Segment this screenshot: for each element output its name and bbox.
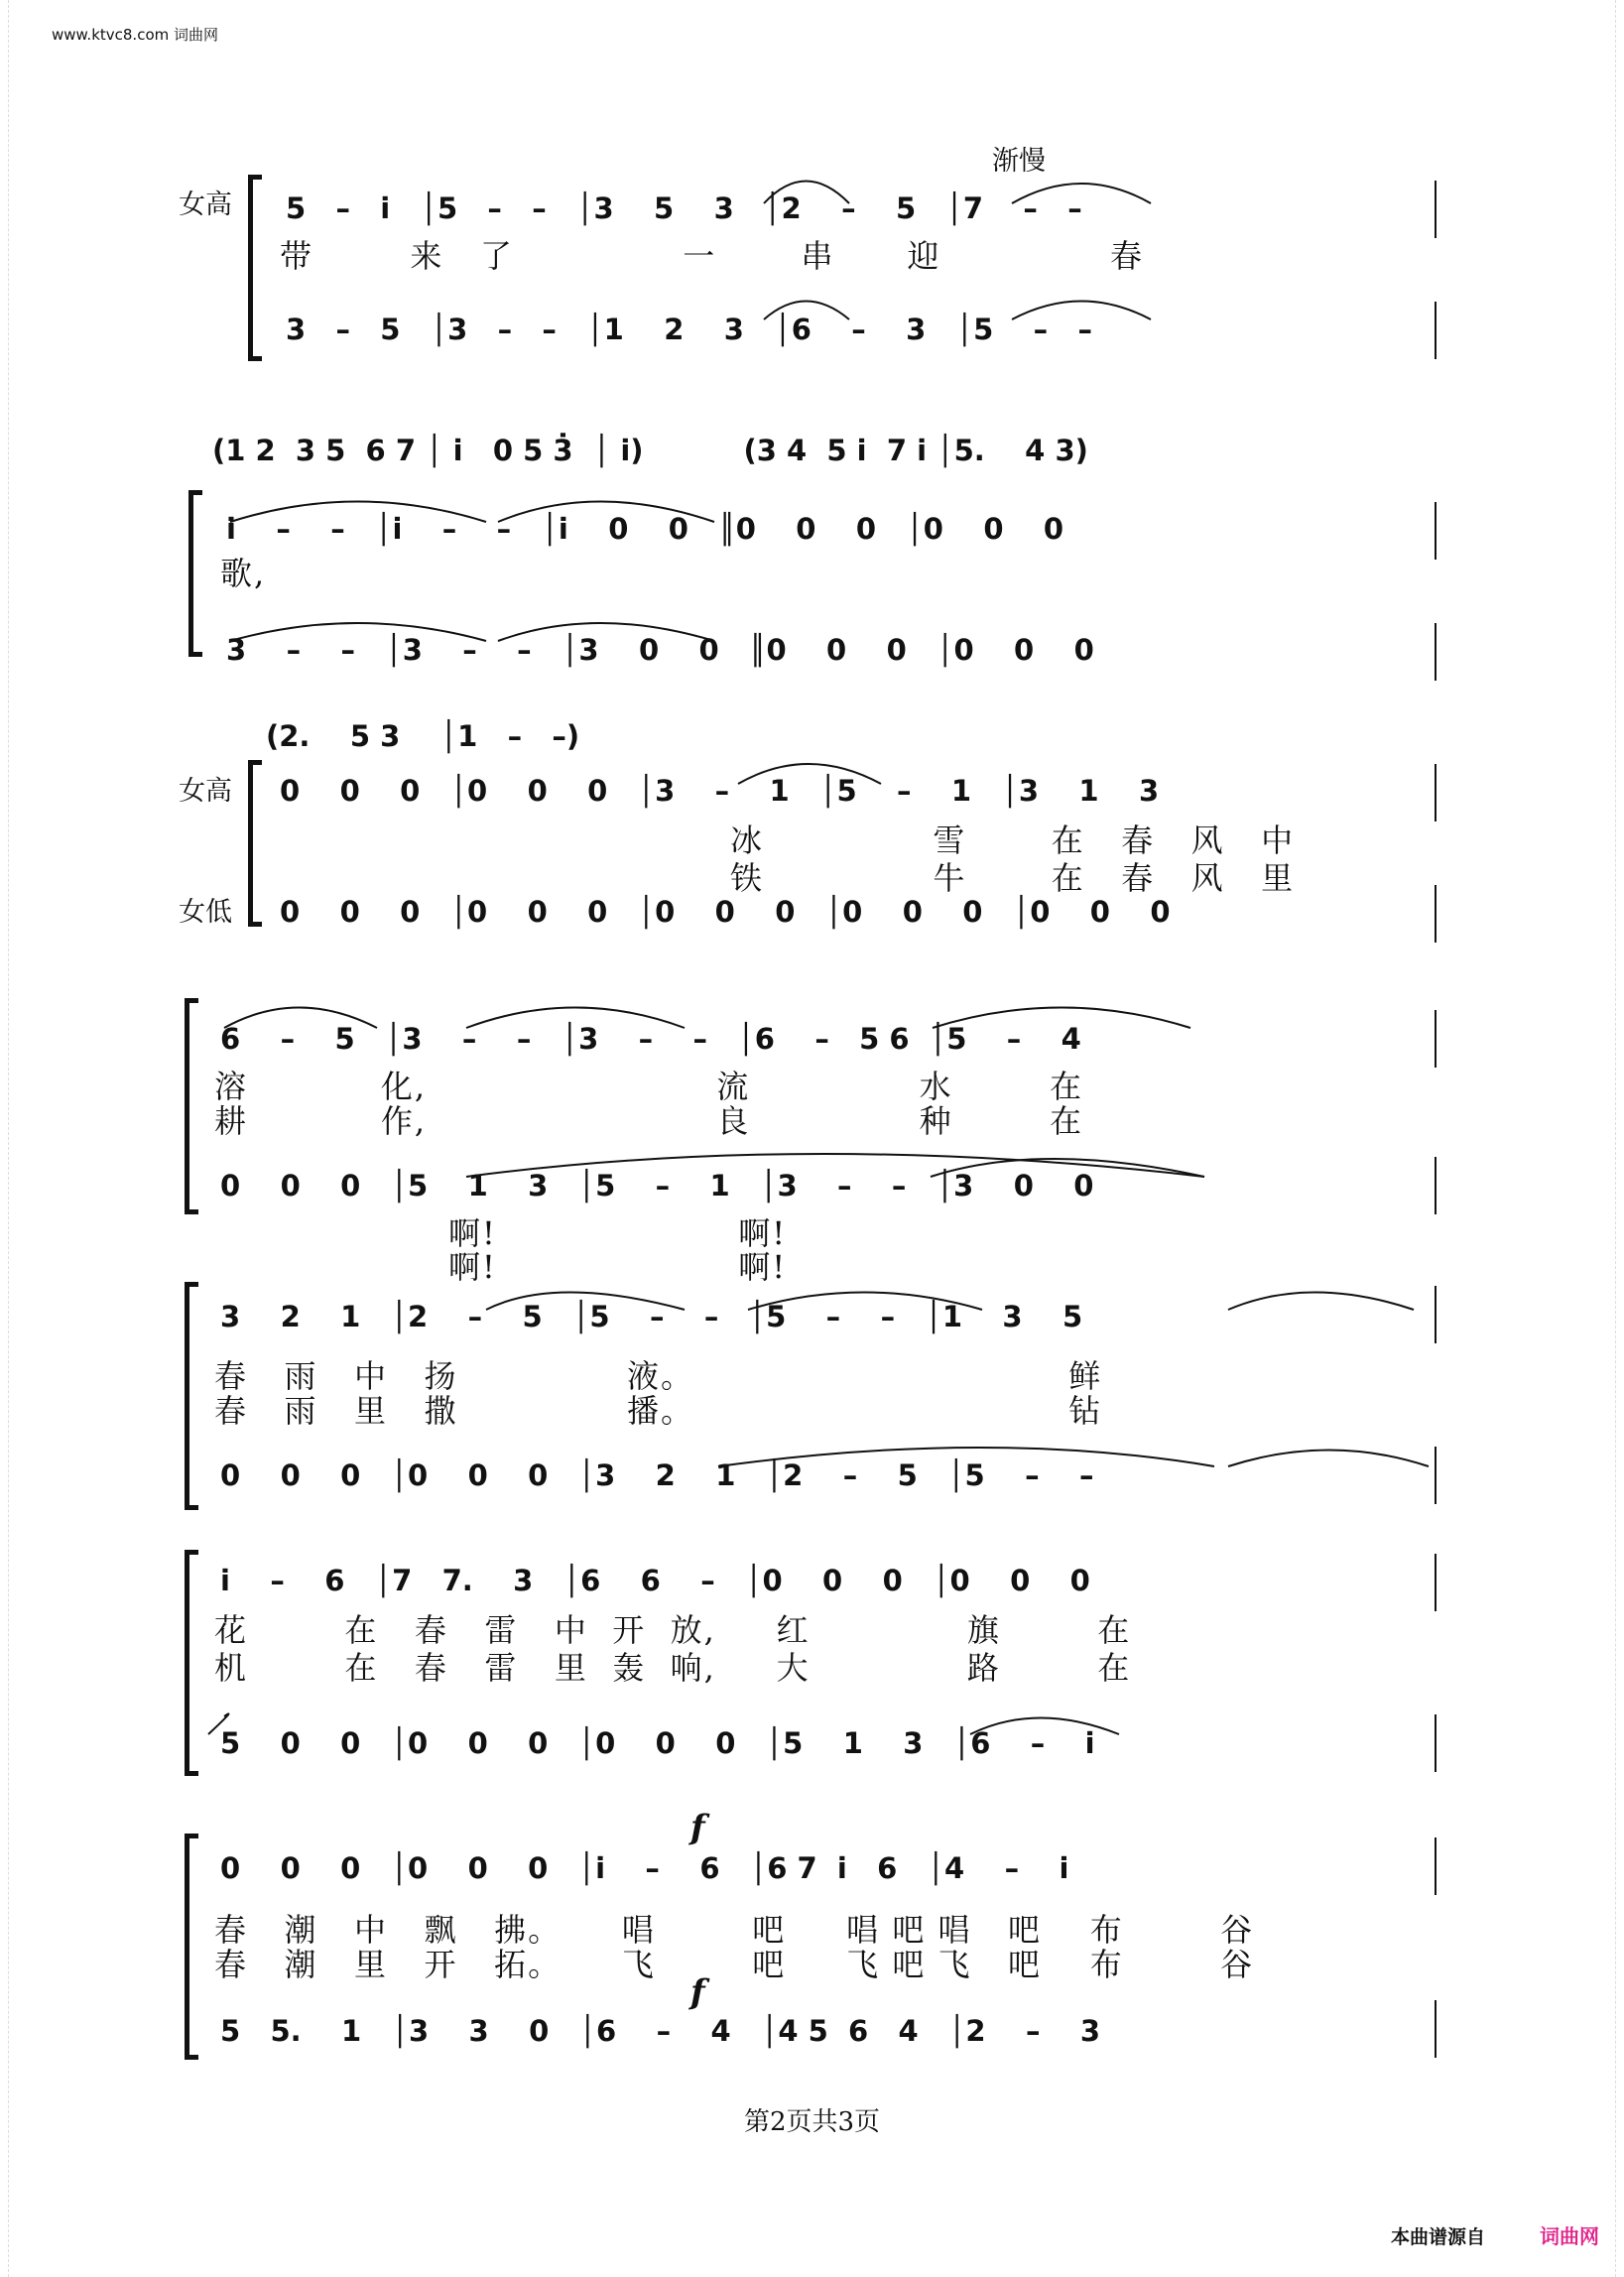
soprano-notes-7: 0 0 0 │0 0 0 │i̇ – 6 │6 7 i̇ 6 │4 – i̇	[220, 1851, 1069, 1885]
soprano-lyrics-3a: 冰 雪 在 春 风 中	[730, 822, 1296, 859]
end-barline	[1435, 623, 1437, 681]
soprano-notes-3: 0 0 0 │0 0 0 │3 – 1 │5 – 1 │3 1 3	[280, 774, 1160, 808]
alto-notes-1: 3 – 5 │3 – – │1 2 3 │6 – 3 │5 – –	[286, 313, 1092, 346]
alto-notes-3: 0 0 0 │0 0 0 │0 0 0 │0 0 0 │0 0 0	[280, 895, 1171, 929]
end-barline	[1435, 1157, 1437, 1214]
alto-lyrics-4a: 啊! 啊!	[448, 1214, 788, 1252]
dynamic-forte-top: f	[690, 1808, 705, 1847]
end-barline	[1435, 885, 1437, 943]
soprano-lyrics-4b: 耕 作, 良 种 在	[214, 1102, 1083, 1140]
soprano-lyrics-2: 歌,	[220, 555, 267, 592]
soprano-notes-1: 5 – i̇ │5 – – │3 5 3 │2 – 5 │7 – –	[286, 191, 1082, 225]
soprano-lyrics-7b: 春 潮 里 开 拓。 飞 吧 飞 吧 飞 吧 布 谷	[214, 1946, 1255, 1983]
end-barline	[1435, 502, 1437, 560]
soprano-lyrics-6a: 花 在 春 雷 中 开 放, 红 旗 在	[214, 1611, 1132, 1649]
alto-notes-7: 5 5. 1 │3 3 0 │6 – 4 │4 5 6 4 │2 – 3	[220, 2014, 1101, 2048]
system-bracket-3	[248, 764, 253, 923]
end-barline	[1435, 1447, 1437, 1504]
end-barline	[1435, 1010, 1437, 1068]
end-barline	[1435, 2000, 1437, 2058]
alto-lyrics-4b: 啊! 啊!	[448, 1248, 788, 1286]
page-number: 第2页共3页	[743, 2107, 881, 2137]
dynamic-forte-bottom: f	[690, 1972, 705, 2012]
soprano-lyrics-5b: 春 雨 里 撒 播。 钻	[214, 1392, 1103, 1430]
intro-notes-2: (1 2 3 5 6 7 │ i̇ 0 5 3̇ │ i̇) (3 4 5 i̇ 7 i̇ │5. 4 3)	[212, 434, 1088, 467]
soprano-notes-6: i̇ – 6 │7 7. 3 │6 6 – │0 0 0 │0 0 0	[220, 1564, 1090, 1597]
end-barline	[1435, 1837, 1437, 1895]
intro-notes-3: (2. 5 3 │1 – –)	[266, 719, 580, 753]
soprano-notes-4: 6 – 5 │3 – – │3 – – │6 – 5 6 │5 – 4	[220, 1022, 1081, 1056]
left-margin-strip	[0, 0, 9, 2277]
end-barline	[1435, 1554, 1437, 1611]
end-barline	[1435, 1714, 1437, 1772]
end-barline	[1435, 302, 1437, 359]
end-barline	[1435, 181, 1437, 238]
system-bracket-6	[185, 1554, 189, 1772]
site-header[interactable]: www.ktvc8.com 词曲网	[52, 26, 219, 44]
system-bracket-4	[185, 1002, 189, 1210]
alto-notes-2: 3 – – │3 – – │3 0 0 ║0 0 0 │0 0 0	[226, 633, 1094, 667]
alto-notes-5: 0 0 0 │0 0 0 │3 2 1 │2 – 5 │5 – –	[220, 1458, 1094, 1492]
tempo-mark: 渐慢	[992, 146, 1046, 177]
right-margin-strip	[1615, 0, 1624, 2277]
system-bracket-2	[188, 494, 193, 653]
soprano-lyrics-3b: 铁 牛 在 春 风 里	[730, 859, 1296, 897]
voice-label-soprano-3: 女高	[179, 776, 232, 806]
alto-notes-4: 0 0 0 │5 1 3 │5 – 1 │3 – – │3 0 0	[220, 1169, 1094, 1202]
system-bracket-1	[248, 179, 253, 357]
brand-link[interactable]: 词曲网	[1540, 2224, 1599, 2248]
system-bracket-5	[185, 1286, 189, 1506]
slur	[1228, 1293, 1414, 1311]
soprano-lyrics-7a: 春 潮 中 飘 拂。 唱 吧 唱 吧 唱 吧 布 谷	[214, 1911, 1255, 1949]
soprano-notes-2: i̇ – – │i̇ – – │i̇ 0 0 ║0 0 0 │0 0 0	[226, 512, 1064, 546]
soprano-lyrics-1: 带 来 了 一 串 迎 春	[280, 237, 1144, 275]
end-barline	[1435, 764, 1437, 822]
voice-label-alto-3: 女低	[179, 897, 232, 927]
alto-notes-6: 5 0 0 │0 0 0 │0 0 0 │5 1 3 │6 – i̇	[220, 1726, 1095, 1760]
soprano-lyrics-5a: 春 雨 中 扬 液。 鲜	[214, 1357, 1103, 1395]
end-barline	[1435, 1286, 1437, 1343]
soprano-lyrics-6b: 机 在 春 雷 里 轰 响, 大 路 在	[214, 1649, 1132, 1687]
system-bracket-7	[185, 1837, 189, 2056]
slur	[1228, 1451, 1429, 1467]
soprano-lyrics-4a: 溶 化, 流 水 在	[214, 1068, 1083, 1105]
voice-label-soprano-1: 女高	[179, 190, 232, 219]
source-label: 本曲谱源自	[1391, 2226, 1486, 2248]
soprano-notes-5: 3 2 1 │2 – 5 │5 – – │5 – – │1 3 5	[220, 1300, 1083, 1333]
